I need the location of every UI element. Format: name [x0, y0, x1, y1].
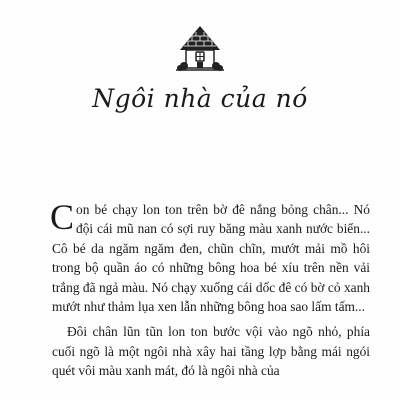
chapter-title: Ngôi nhà của nó — [92, 84, 308, 113]
paragraph — [50, 197, 370, 316]
paragraph — [52, 322, 370, 380]
paragraph-text: Đôi chân lũn tũn lon ton bước vội vào ngõ nhỏ, phía cuối ngõ là một ngôi nhà xây hai tầng lợp bằng mái ngói quét vôi màu xanh mát, đó là ngôi nhà của — [52, 324, 370, 379]
house-icon — [172, 22, 228, 78]
paragraph-text: on bé chạy lon ton trên bờ đê nắng bỏng chân... Nó đội cái mũ nan có sợi ruy băng màu xanh nước biển... Cô bé da ngăm ngăm đen, chũn chĩn, mướt mải mồ hôi trong bộ quần áo có những bông hoa bé xíu trên nền vải trắng đã ngả màu. Nó chạy xuống cái dốc đê có bờ cỏ xanh mướt như thảm lụa xen lẫn những bông hoa sao lấm tấm... — [52, 202, 370, 315]
chapter-body — [50, 197, 370, 387]
drop-cap: C — [50, 197, 75, 237]
